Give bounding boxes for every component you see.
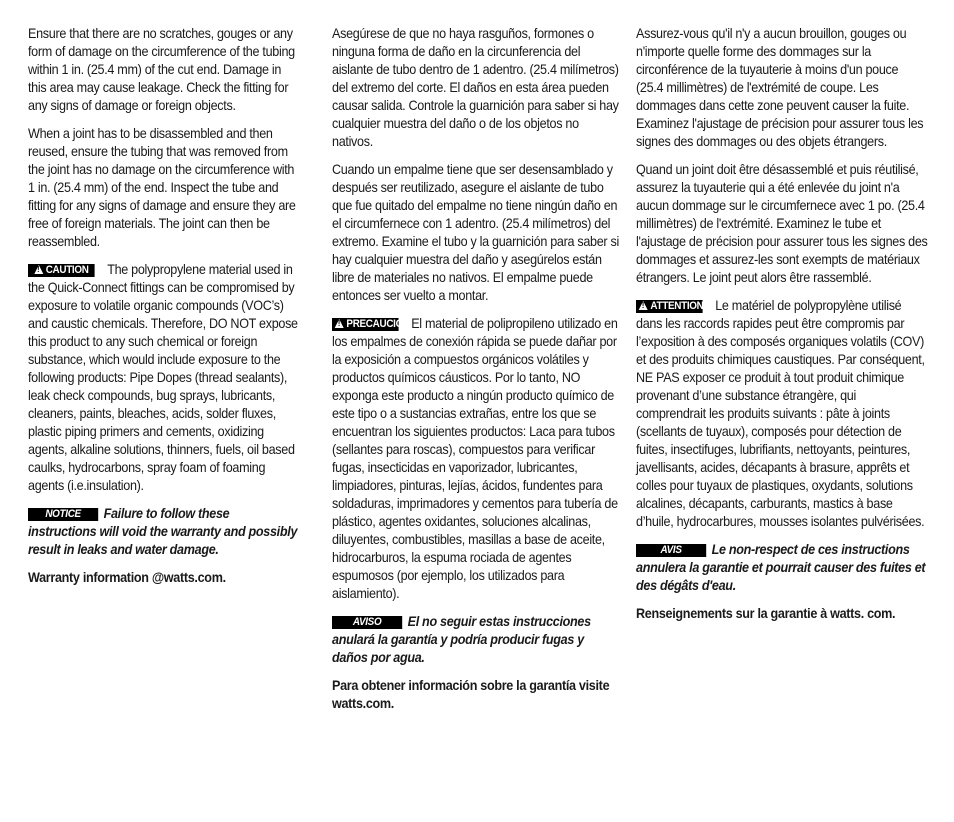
notice-text: El no seguir estas instrucciones anulará la garantía y podría producir fugas y daños por agua. (332, 613, 591, 665)
warranty-info: Warranty information @watts.com. (28, 569, 226, 585)
caution-badge (332, 318, 410, 331)
notice-paragraph (28, 504, 298, 558)
reassembly-paragraph: When a joint has to be disassembled and then reused, ensure the tubing that was removed from the joint has no damage on the circumference with 1 in. (25.4 mm) of the end. Inspect the tube and fitting for any signs of damage and ensure they are free of foreign materials. The joint can then be reassembled. (28, 125, 296, 249)
tubing-damage-paragraph: Ensure that there are no scratches, gouges or any form of damage on the circumference of the tubing within 1 in. (25.4 mm) of the cut end. Damage in this area may cause leakage. Check the fitting for any signs of damage or foreign objects. (28, 25, 295, 113)
caution-text: Le matériel de polypropylène utilisé dans les raccords rapides peut être compromis par l’exposition à des composés organiques volatils (COV) et des produits chimiques caustiques. Par conséquent, NE PAS exposer ce produit à tout produit chimique provenant d’une substance étrangère, qui comprendrait les produits suivants : pâte à joints (scellants de tuyaux), composés pour détection de fuites, insectifuges, lubrifiants, nettoyants, peintures, javellisants, acides, décapants à brasure, apprêts et colles pour tuyaux de plastiques, oxydants, solutions alcalines, décapants, carburants, mastics à base d’huile, hydrocarbures, mousses isolantes pulvérisées. (636, 297, 925, 529)
tubing-damage-paragraph: Asegúrese de que no haya rasguños, formones o ninguna forma de daño en la circunferencia del aislante de tubo dentro de 1 adentro. (25.4 milímetros) del extremo del corte. El daños en esta área pueden causar salida. Controle la guarnición para saber si hay cualquier muestra del daño o de los objetos no nativos. (332, 25, 619, 149)
column-french (636, 24, 928, 632)
caution-paragraph (28, 260, 298, 494)
caution-text: El material de polipropileno utilizado en los empalmes de conexión rápida se puede dañar por la exposición a compuestos orgánicos volátiles y productos químicos cáusticos. Por lo tanto, NO exponga este producto a ningún producto químico de este tipo o a sustancias extrañas, entre los que se encuentran los siguientes productos: Laca para tubos (sellantes para roscas), compuestos para verificar fugas, insecticidas en vaporizador, lubricantes, limpiadores, pinturas, lejías, ácidos, fundentes para soldaduras, imprimadores y cementos para tubería de plástico, agentes oxidantes, soluciones alcalinas, diluyentes, combustibles, masillas a base de aceite, hidrocarburos, la espuma rociada de agentes espumosos (por ejemplo, los utilizados para aislamiento). (332, 315, 618, 601)
notice-badge: NOTICE (28, 508, 98, 521)
notice-badge: AVIS (636, 544, 706, 557)
warning-triangle-icon (34, 265, 43, 274)
warranty-info: Renseignements sur la garantie à watts. com. (636, 605, 896, 621)
notice-text: Le non-respect de ces instructions annulera la garantie et pourrait causer des fuites et des dégâts d'eau. (636, 541, 926, 593)
warning-triangle-icon (335, 319, 344, 328)
caution-badge (636, 300, 703, 313)
reassembly-paragraph: Cuando un empalme tiene que ser desensamblado y después ser reutilizado, asegure el aislante de tubo que fue quitado del empalme no tiene ningún daño en el circumfernece con 1 adentro. (25.4 milímetros) del extremo. Examine el tubo y la guarnición para saber si hay cualquier muestra del daño y asegúrelos están libre de materiales no nativos. El empalme puede entonces ser vuelto a montar. (332, 161, 619, 303)
caution-label: CAUTION (45, 264, 89, 276)
column-english (28, 24, 298, 596)
caution-paragraph (332, 314, 620, 602)
reassembly-paragraph: Quand un joint doit être désassemblé et puis réutilisé, assurez la tuyauterie qui a été enlevée du joint n'a aucun dommage sur le circumfernece avec 1 po. (25.4 millimètres) de l'extrémité. Examinez le tube et l'ajustage de précision pour assurer tous les signes des dommages et assurez-les sont exempts de matériaux étrangers. Le joint peut alors être rassemblé. (636, 161, 928, 285)
warning-triangle-icon (639, 301, 648, 310)
notice-text: Failure to follow these instructions will void the warranty and possibly result in leaks and water damage. (28, 505, 298, 557)
warranty-info: Para obtener información sobre la garantía visite watts.com. (332, 677, 610, 711)
notice-paragraph (332, 612, 620, 666)
notice-badge: AVISO (332, 616, 402, 629)
tubing-damage-paragraph: Assurez-vous qu'il n'y a aucun brouillon, gouges ou n'importe quelle forme des dommages sur la circonférence de la tuyauterie à moins d'un pouce (25.4 millimètres) de l'extrémité de coupe. Les dommages dans cette zone peuvent causer la fuite. Examinez l'ajustage de précision pour assurer tous les signes des dommages ou des objets étrangers. (636, 25, 924, 149)
caution-label: PRECAUCIÓN (346, 318, 410, 330)
caution-badge (28, 264, 95, 277)
notice-paragraph (636, 540, 928, 594)
caution-text: The polypropylene material used in the Quick-Connect fittings can be compromised by exposure to volatile organic compounds (VOC’s) and caustic chemicals. Therefore, DO NOT expose this product to any such chemical or foreign substance, which would include exposure to the following products: Pipe Dopes (thread sealants), leak check compounds, bug sprays, lubricants, cleaners, paints, bleaches, acids, solder fluxes, plastic piping primers and cements, oxidizing agents, alkaline solutions, thinners, fuels, oil based caulks, hydrocarbons, spray foam of foaming agents (i.e.insulation). (28, 261, 298, 493)
caution-paragraph (636, 296, 928, 530)
column-spanish (332, 24, 620, 722)
caution-label: ATTENTION (650, 300, 704, 312)
